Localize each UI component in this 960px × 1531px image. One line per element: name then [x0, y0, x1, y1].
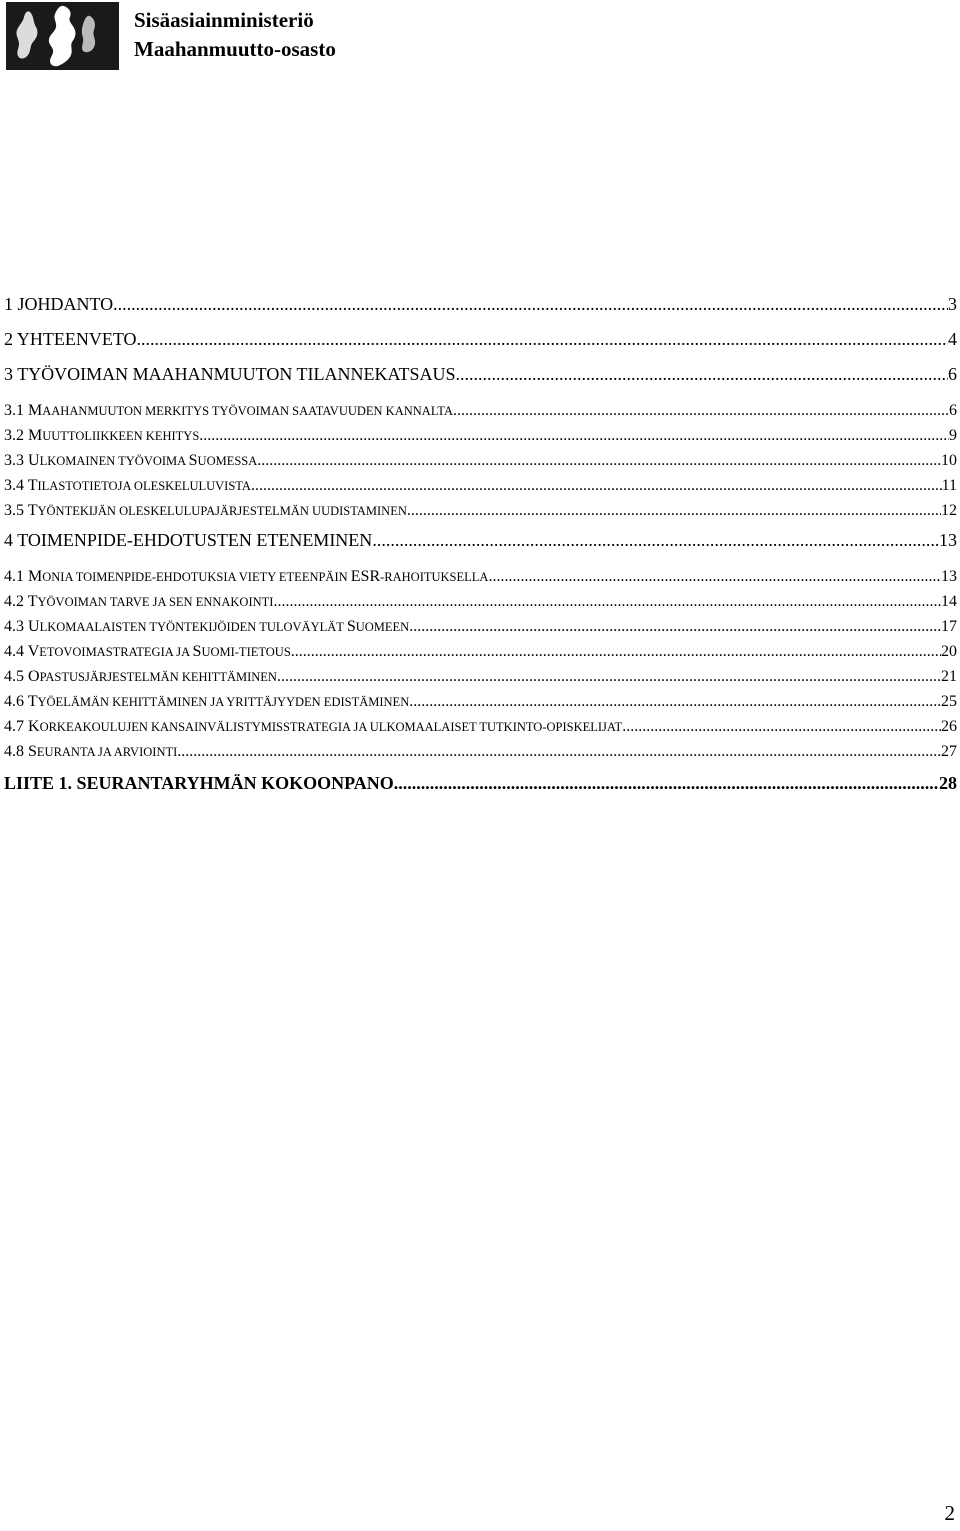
toc-title-initial: M	[28, 568, 43, 585]
toc-leader	[273, 589, 941, 614]
toc-title-rest-2: UOMEEN	[355, 620, 410, 634]
toc-title-initial: T	[27, 593, 38, 610]
toc-leader	[488, 564, 941, 589]
toc-title-rest: AAHANMUUTON MERKITYS TYÖVOIMAN SAATAVUUDEN KANNALTA	[42, 404, 453, 418]
toc-leader	[199, 423, 949, 448]
toc-number: 4.7	[4, 718, 24, 735]
toc-title-rest-2: -RAHOITUKSELLA	[380, 570, 489, 584]
toc-page: 6	[948, 364, 957, 384]
toc-title-initial: M	[28, 427, 43, 444]
toc-title-initial: T	[27, 477, 38, 494]
toc-entry-3[interactable]	[4, 357, 957, 392]
toc-title-initial: T	[27, 502, 38, 519]
toc-leader	[113, 287, 948, 322]
toc-title-rest: LKOMAINEN TYÖVOIMA	[39, 454, 189, 468]
toc-leader	[394, 766, 939, 801]
toc-title-initial-2: ESR	[350, 568, 381, 585]
toc-leader	[277, 664, 941, 689]
toc-title-rest: PASTUSJÄRJESTELMÄN KEHITTÄMINEN	[39, 670, 277, 684]
toc-page: 17	[941, 618, 957, 635]
toc-page: 9	[949, 427, 957, 444]
toc-page: 10	[941, 452, 957, 469]
toc-leader	[453, 398, 949, 423]
toc-page: 3	[948, 294, 957, 314]
toc-title-initial: U	[28, 618, 40, 635]
toc-title: SEURANTARYHMÄN KOKOONPANO	[76, 773, 394, 793]
table-of-contents	[4, 287, 957, 801]
toc-number: 1	[4, 294, 13, 314]
toc-entry-1[interactable]	[4, 287, 957, 322]
ministry-name: Sisäasiainministeriö	[134, 8, 314, 32]
organization-header	[134, 6, 336, 64]
toc-number: 3.1	[4, 402, 24, 419]
toc-leader	[622, 714, 941, 739]
toc-leader	[407, 498, 941, 523]
toc-title-rest-2: UOMI-TIETOUS	[201, 645, 291, 659]
toc-title-initial: T	[27, 693, 38, 710]
toc-number: 4.3	[4, 618, 24, 635]
toc-page: 28	[939, 773, 957, 793]
toc-number: 4.4	[4, 643, 24, 660]
toc-leader	[291, 639, 941, 664]
toc-title-rest: ORKEAKOULUJEN KANSAINVÄLISTYMISSTRATEGIA JA ULKOMAALAISET TUTKINTO-OPISKELIJAT	[39, 720, 623, 734]
toc-number: 4.1	[4, 568, 24, 585]
toc-title-rest: YÖNTEKIJÄN OLESKELULUPAJÄRJESTELMÄN UUDISTAMINEN	[37, 504, 407, 518]
toc-title-rest: ILASTOTIETOJA OLESKELULUVISTA	[37, 479, 251, 493]
toc-entry-3-2[interactable]	[4, 423, 957, 448]
toc-entry-3-4[interactable]	[4, 473, 957, 498]
toc-page: 14	[941, 593, 957, 610]
toc-title-initial: S	[28, 743, 37, 760]
toc-entry-4-1[interactable]	[4, 564, 957, 589]
toc-number: 4	[4, 530, 13, 550]
toc-title: YHTEENVETO	[16, 329, 137, 349]
toc-number: 3.2	[4, 427, 24, 444]
toc-entry-4-4[interactable]	[4, 639, 957, 664]
toc-title-rest: ETOVOIMASTRATEGIA JA	[39, 645, 193, 659]
toc-entry-4[interactable]	[4, 523, 957, 558]
toc-number: 4.5	[4, 668, 24, 685]
toc-page: 21	[941, 668, 957, 685]
toc-leader	[456, 357, 948, 392]
toc-page: 13	[939, 530, 957, 550]
toc-number: 2	[4, 329, 13, 349]
toc-page: 11	[941, 477, 957, 494]
toc-title-initial: U	[28, 452, 40, 469]
toc-entry-appendix-1[interactable]	[4, 766, 957, 801]
toc-number: 4.6	[4, 693, 24, 710]
toc-page: 6	[949, 402, 957, 419]
toc-leader	[372, 523, 939, 558]
page-number: 2	[944, 1501, 955, 1525]
toc-leader	[251, 473, 942, 498]
toc-entry-4-3[interactable]	[4, 614, 957, 639]
toc-title-rest: UUTTOLIIKKEEN KEHITYS	[42, 429, 200, 443]
toc-title-initial: O	[28, 668, 40, 685]
toc-leader	[137, 322, 949, 357]
toc-title-rest: LKOMAALAISTEN TYÖNTEKIJÖIDEN TULOVÄYLÄT	[39, 620, 347, 634]
toc-entry-4-7[interactable]	[4, 714, 957, 739]
toc-page: 20	[941, 643, 957, 660]
toc-title-rest: YÖELÄMÄN KEHITTÄMINEN JA YRITTÄJYYDEN EDISTÄMINEN	[37, 695, 410, 709]
toc-page: 26	[941, 718, 957, 735]
toc-title: TYÖVOIMAN MAAHANMUUTON TILANNEKATSAUS	[17, 364, 456, 384]
toc-title-initial-2: S	[188, 452, 198, 469]
toc-entry-2[interactable]	[4, 322, 957, 357]
toc-title: TOIMENPIDE-EHDOTUSTEN ETENEMINEN	[17, 530, 373, 550]
toc-entry-4-8[interactable]	[4, 739, 957, 764]
toc-leader	[257, 448, 941, 473]
toc-title-initial-2: S	[192, 643, 202, 660]
toc-title-rest: EURANTA JA ARVIOINTI	[36, 745, 178, 759]
toc-leader	[177, 739, 941, 764]
toc-entry-4-5[interactable]	[4, 664, 957, 689]
toc-title-initial-2: S	[346, 618, 356, 635]
toc-entry-3-3[interactable]	[4, 448, 957, 473]
toc-number: LIITE 1.	[4, 773, 73, 793]
toc-number: 3.3	[4, 452, 24, 469]
ministry-logo-icon	[6, 2, 119, 70]
toc-number: 4.2	[4, 593, 24, 610]
toc-page: 12	[941, 502, 957, 519]
toc-entry-3-1[interactable]	[4, 398, 957, 423]
toc-leader	[409, 614, 941, 639]
toc-page: 13	[941, 568, 957, 585]
toc-entry-4-2[interactable]	[4, 589, 957, 614]
toc-number: 3.5	[4, 502, 24, 519]
toc-page: 4	[948, 329, 957, 349]
toc-entry-4-6[interactable]	[4, 689, 957, 714]
toc-page: 27	[941, 743, 957, 760]
toc-number: 3	[4, 364, 13, 384]
toc-title-rest: ONIA TOIMENPIDE-EHDOTUKSIA VIETY ETEENPÄIN	[42, 570, 351, 584]
toc-entry-3-5[interactable]	[4, 498, 957, 523]
toc-number: 3.4	[4, 477, 24, 494]
toc-title-rest-2: UOMESSA	[197, 454, 258, 468]
toc-title-rest: YÖVOIMAN TARVE JA SEN ENNAKOINTI	[37, 595, 274, 609]
toc-title-initial: M	[28, 402, 43, 419]
toc-number: 4.8	[4, 743, 24, 760]
toc-title-initial: K	[28, 718, 40, 735]
toc-page: 25	[941, 693, 957, 710]
department-name: Maahanmuutto-osasto	[134, 37, 336, 61]
toc-leader	[409, 689, 941, 714]
toc-title-initial: V	[27, 643, 40, 660]
toc-title: JOHDANTO	[17, 294, 114, 314]
